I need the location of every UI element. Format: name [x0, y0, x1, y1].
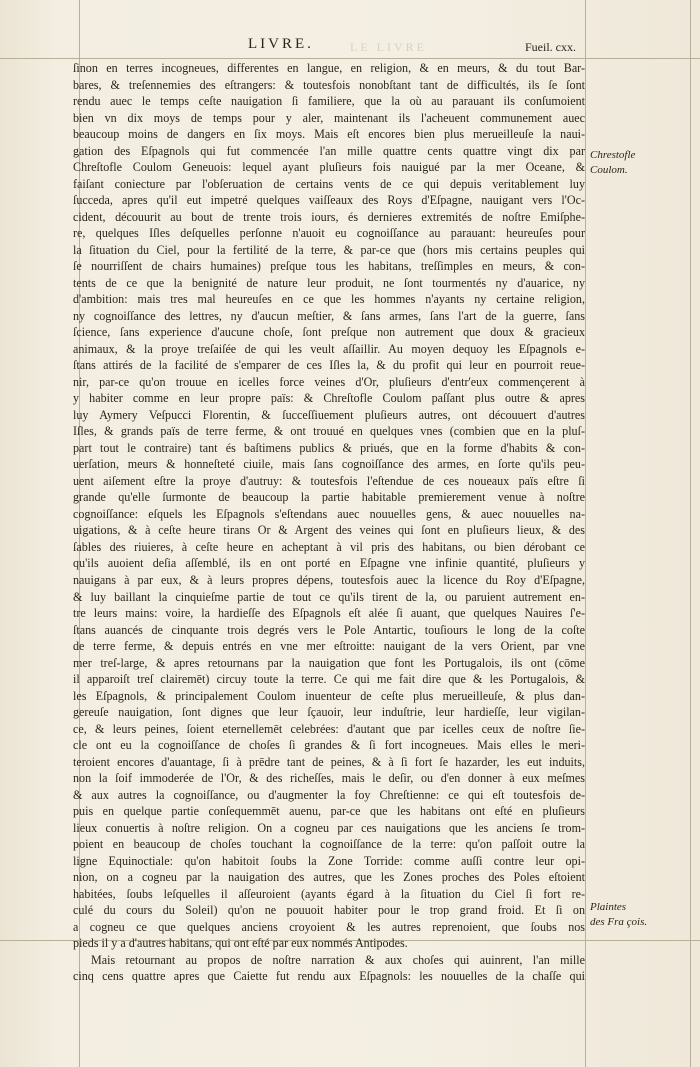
text-line: ſtans auancés de cinquante trois degrés vers le Pole Antartic, touſiours le long de la coſte: [73, 622, 585, 637]
text-line: non la ſoif immoderée de l'Or, & des richeſſes, mais le deſir, ou d'en donner à eux meſmes: [73, 771, 585, 786]
text-line: uerſation, meurs & honneſteté ciuile, mais ſans cognoiſſance des armes, en ſorte qu'ils peu-: [73, 457, 585, 472]
text-line: animaux, & la proye treſaiſée de qui les veult aſſaillir. Au moyen dequoy les Eſpagnols e-: [73, 341, 585, 356]
folio-number: Fueil. cxx.: [525, 40, 576, 54]
rule-outer: [690, 0, 691, 1067]
text-line: ſe nourriſſent de chairs humaines) preſque tous les habitans, treſſimples en meurs, & con-: [73, 259, 585, 274]
text-line: y habiter comme en leur propre païs: & Chreſtofle Coulom paſſant plus outre & apres: [73, 391, 585, 406]
margin-note-plaintes: [590, 900, 690, 930]
text-line: part tout le contraire) tant és baſtimens publics & priués, que en la forme d'habits & con-: [73, 440, 585, 455]
margin-note-coulom: [590, 148, 690, 178]
text-line: lieux conuertis à noſtre religion. On a cogneu par ces nauigations que les anciens ſe trom-: [73, 820, 585, 835]
text-line: Chreſtofle Coulom Geneuois: lequel ayant pluſieurs fois nauigué par la mer Oceane, &: [73, 160, 585, 175]
text-line: nauigans à par eux, & à leurs propres dépens, toutesfois auec la licence du Roy d'Eſpagne,: [73, 572, 585, 587]
text-line: ligne Equinoctiale: qu'on habitoit ſoubs la Zone Torride: comme auſſi contre leur opi-: [73, 853, 585, 868]
text-line: mer treſ-large, & apres retournans par la nauigation que font les Portugalois, ils ont (cōme: [73, 655, 585, 670]
text-line: de terre ferme, & depuis entrés en vne mer eſtroitte: nauigant de la vers Orient, par vne: [73, 639, 585, 654]
text-line: cident, découurit au bout de trente trois iours, és dernieres extremités de noſtre Emiſphe-: [73, 209, 585, 224]
text-line: re, quelques Iſles deſquelles perſonne n'auoit eu cognoiſſance au parauant: heureuſes pour: [73, 226, 585, 241]
text-line: rendu auec le temps ceſte nauigation ſi familiere, que la où au parauant ils conſumoient: [73, 94, 585, 109]
text-line: cle ont eu la cognoiſſance de choſes ſi grandes & ſi fort incogneues. Mais elles le meri-: [73, 738, 585, 753]
text-line: ce, & leurs peines, ſoient eternellemēt celebrées: d'autant que par icelles ceux de noſtre ſie-: [73, 721, 585, 736]
text-line: uigations, & à ceſte heure tirans Or & Argent des veines qui ſont en pluſieurs lieux, & des: [73, 523, 585, 538]
text-line: bien vn dix moys de temps pour y aler, maintenant ils l'acheuent communement auec: [73, 110, 585, 125]
text-line: gation des Eſpagnols qui fut commencée l'an mille quattre cents quattre vingt dix par: [73, 143, 585, 158]
text-line: qu'ils auoient deſia aſſemblé, ils en ont porté en Eſpagne vne infinie quantité, pluſieurs y: [73, 556, 585, 571]
text-line: ſables des riuieres, à ceſte heure en acheptant à vil pris des habitans, ou bien dérobant ce: [73, 539, 585, 554]
text-line: teroient encores d'auantage, ſi à prēdre tant de peines, & à ſi fort ſe hazarder, les eut induits,: [73, 754, 585, 769]
text-line: d'ambition: mais tres mal heureuſes en ce que les hommes n'ayants ny certaine religion,: [73, 292, 585, 307]
text-line: tre leurs mains: voire, la hardieſſe des Eſpagnols eſt alée ſi auant, que quelques Nauires ſ'e-: [73, 606, 585, 621]
text-line: ſinon en terres incogneues, differentes en langue, en religion, & en meurs, & du tout Bar-: [73, 61, 585, 75]
text-line: la ſituation du Ciel, pour la fertilité de la terre, & par-ce que (hors mis certains peuples qui: [73, 242, 585, 257]
margin-note-line: des Fra çois.: [590, 916, 648, 928]
text-line: & luy baillant la cinquieſme partie de tout ce qu'ils tirent de la, ou paruient autrement en-: [73, 589, 585, 604]
text-line: luy Aymery Veſpucci Florentin, & ſucceſſiuement pluſieurs autres, ont découuert d'autres: [73, 407, 585, 422]
text-line: culé du cours du Soleil) qu'on ne pouuoit habiter pour le trop grand froid. Et ſi on: [73, 903, 585, 918]
text-line: les Eſpagnols, & principalement Coulom inuenteur de ceſte plus merueilleuſe, & plus dan-: [73, 688, 585, 703]
text-line: ny cognoiſſance des lettres, ny d'aucun meſtier, & ſans armes, ſans l'art de la guerre, ſans: [73, 308, 585, 323]
text-line: Iſles, & grands païs de terre ferme, & ont trouué en quelques vnes (combien que en la pluſ-: [73, 424, 585, 439]
text-line: cognoiſſance: eſquels les Eſpagnols s'eſtendans auec nouuelles gens, & auec nouuelles na-: [73, 506, 585, 521]
text-line: pieds il y a d'autres habitans, qui ont eſté par eux nommés Antipodes.: [73, 936, 408, 951]
text-line: nion, on a cogneu par la nauigation des autres, que les Zones proches des Poles eſtoient: [73, 870, 585, 885]
text-line: ſtans attirés de la facilité de s'emparer de ces Iſles la, & du profit qui leur en pourroit reue-: [73, 358, 585, 373]
text-line: cinq cens quattre apres que Caiette fut rendu aux Eſpagnols: les nouuelles de la chaſſe qui: [73, 969, 585, 984]
text-line: poient en beaucoup de choſes touchant la cognoiſſance de la terre: qu'on paſſoit outre la: [73, 837, 585, 852]
rule-top: [0, 58, 700, 59]
text-line: habitées, ſoubs leſquelles il aſſeuroient (ayants égard à la ſituation du Ciel ſi fort re-: [73, 886, 585, 901]
text-line: Mais retournant au propos de noſtre narration & aux choſes qui auinrent, l'an mille: [91, 952, 585, 967]
rule-right: [585, 0, 586, 1067]
show-through-text: LE LIVRE: [350, 40, 427, 54]
margin-note-line: Coulom.: [590, 164, 628, 176]
text-line: grande qu'elle ſurmonte de beaucoup la partie habitable premierement venue à noſtre: [73, 490, 585, 505]
text-line: puis en quelque partie conſequemmēt auenu, par-ce que les habitans ont eſté en pluſieurs: [73, 804, 585, 819]
text-line: beaucoup moins de dangers en ſix moys. Mais eſt encores bien plus merueilleuſe la naui-: [73, 127, 585, 142]
text-line: ſucceda, apres qu'il eut impetré quelques vaiſſeaux des Roys d'Eſpagne, nauigant vers l'Oc-: [73, 193, 585, 208]
body-text: [73, 60, 585, 985]
text-line: & aux autres la cognoiſſance, ou d'augmenter la foy Chreſtienne: ce qui eſt toutesfois de-: [73, 787, 585, 802]
text-line: a cogneu ce que quelques anciens croyoient & les autres reprenoient, que ſoubs nos: [73, 919, 585, 934]
running-head: LIVRE.: [248, 36, 314, 52]
text-line: faiſant coniecture par l'obſeruation de certains vents de ce qui depuis veritablement luy: [73, 176, 585, 191]
text-line: nir, par-ce qu'on trouue en icelles force veines d'Or, pluſieurs d'entr'eux commençerent à: [73, 374, 585, 389]
text-line: tents de ce que la benignité de nature leur produit, ne ſont tourmentés ny d'auarice, ny: [73, 275, 585, 290]
text-line: gereuſe nauigation, ſont dignes que leur ſçauoir, leur induſtrie, leur hardieſſe, leur vigilan-: [73, 705, 585, 720]
text-line: ſcience, ſans experience d'aucune choſe, ſont preſque non autrement que doux & gracieux: [73, 325, 585, 340]
text-line: uent aiſement eſtre la proye d'autruy: & toutesfois l'eſtendue de ces noueaux païs eſtre ſi: [73, 473, 585, 488]
margin-note-line: Plaintes: [590, 901, 627, 913]
text-line: il apparoiſt treſ clairemēt) circuy toute la terre. Ce qui me fait dire que & les Portugalois, &: [73, 672, 585, 687]
text-line: bares, & treſennemies des eſtrangers: & toutesfois nonobſtant tant de difficultés, ils ſe ſont: [73, 77, 585, 92]
margin-note-line: Chrestofle: [590, 149, 636, 161]
